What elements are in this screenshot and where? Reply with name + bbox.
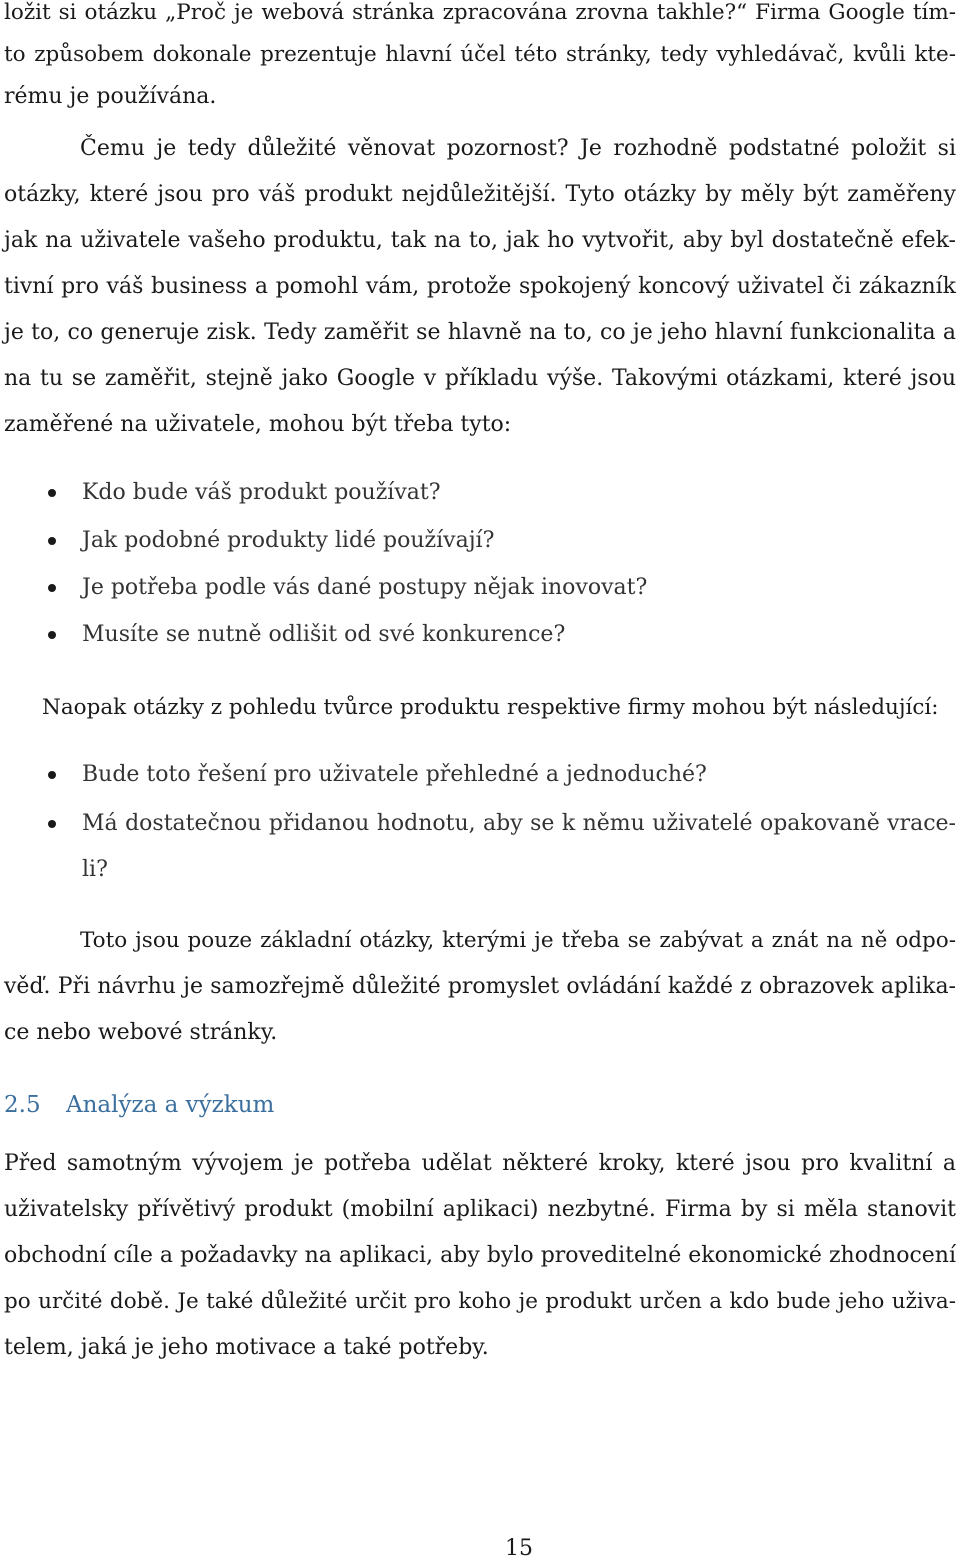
text-line: je to, co generuje zisk. Tedy zaměřit se hlavně na to, co je jeho hlavní funkcionalita a: [4, 320, 956, 345]
section-title: Analýza a výzkum: [66, 1092, 275, 1118]
bullet-icon: [48, 489, 56, 497]
text-line: Před samotným vývojem je potřeba udělat některé kroky, které jsou pro kvalitní a: [4, 1151, 956, 1176]
text-line: ložit si otázku „Proč je webová stránka zpracována zrovna takhle?“ Firma Google tím-: [4, 0, 956, 25]
list-item-text: Musíte se nutně odlišit od své konkurence?: [82, 622, 566, 647]
text-line: zaměřené na uživatele, mohou být třeba tyto:: [4, 412, 512, 437]
text-line: to způsobem dokonale prezentuje hlavní účel této stránky, tedy vyhledávač, kvůli kte-: [4, 42, 956, 67]
bullet-icon: [48, 771, 56, 779]
list-item-text: Má dostatečnou přidanou hodnotu, aby se k němu uživatelé opakovaně vrace-: [82, 811, 956, 836]
text-line: věď. Při návrhu je samozřejmě důležité promyslet ovládání každé z obrazovek aplika-: [4, 974, 956, 999]
list-item-text: Jak podobné produkty lidé používají?: [82, 528, 495, 553]
section-number: 2.5: [4, 1092, 41, 1118]
text-line: po určité době. Je také důležité určit pro koho je produkt určen a kdo bude jeho uživa-: [4, 1289, 956, 1314]
text-line: telem, jaká je jeho motivace a také potřeby.: [4, 1335, 489, 1360]
bullet-icon: [48, 584, 56, 592]
text-line: jak na uživatele vašeho produktu, tak na to, jak ho vytvořit, aby byl dostatečně efek-: [4, 228, 956, 253]
text-line: otázky, které jsou pro váš produkt nejdůležitější. Tyto otázky by měly být zaměřeny: [4, 182, 956, 207]
text-line: rému je používána.: [4, 84, 217, 109]
text-line: Naopak otázky z pohledu tvůrce produktu respektive firmy mohou být následující:: [42, 695, 939, 720]
text-line: na tu se zaměřit, stejně jako Google v příkladu výše. Takovými otázkami, které jsou: [4, 366, 956, 391]
bullet-icon: [48, 537, 56, 545]
list-item-text: li?: [82, 857, 108, 882]
bullet-icon: [48, 631, 56, 639]
bullet-icon: [48, 820, 56, 828]
text-line: ce nebo webové stránky.: [4, 1020, 278, 1045]
text-line: uživatelsky přívětivý produkt (mobilní aplikaci) nezbytné. Firma by si měla stanovit: [4, 1197, 956, 1222]
list-item-text: Kdo bude váš produkt používat?: [82, 480, 441, 505]
page-number: 15: [505, 1536, 533, 1561]
section-heading: [4, 1082, 274, 1128]
list-item-text: Bude toto řešení pro uživatele přehledné a jednoduché?: [82, 762, 707, 787]
text-line: Čemu je tedy důležité věnovat pozornost? Je rozhodně podstatné položit si: [80, 136, 956, 161]
text-line: obchodní cíle a požadavky na aplikaci, aby bylo proveditelné ekonomické zhodnocení: [4, 1243, 956, 1268]
text-line: Toto jsou pouze základní otázky, kterými je třeba se zabývat a znát na ně odpo-: [80, 928, 956, 953]
list-item-text: Je potřeba podle vás dané postupy nějak inovovat?: [82, 575, 648, 600]
text-line: tivní pro váš business a pomohl vám, protože spokojený koncový uživatel či zákazník: [4, 274, 956, 299]
